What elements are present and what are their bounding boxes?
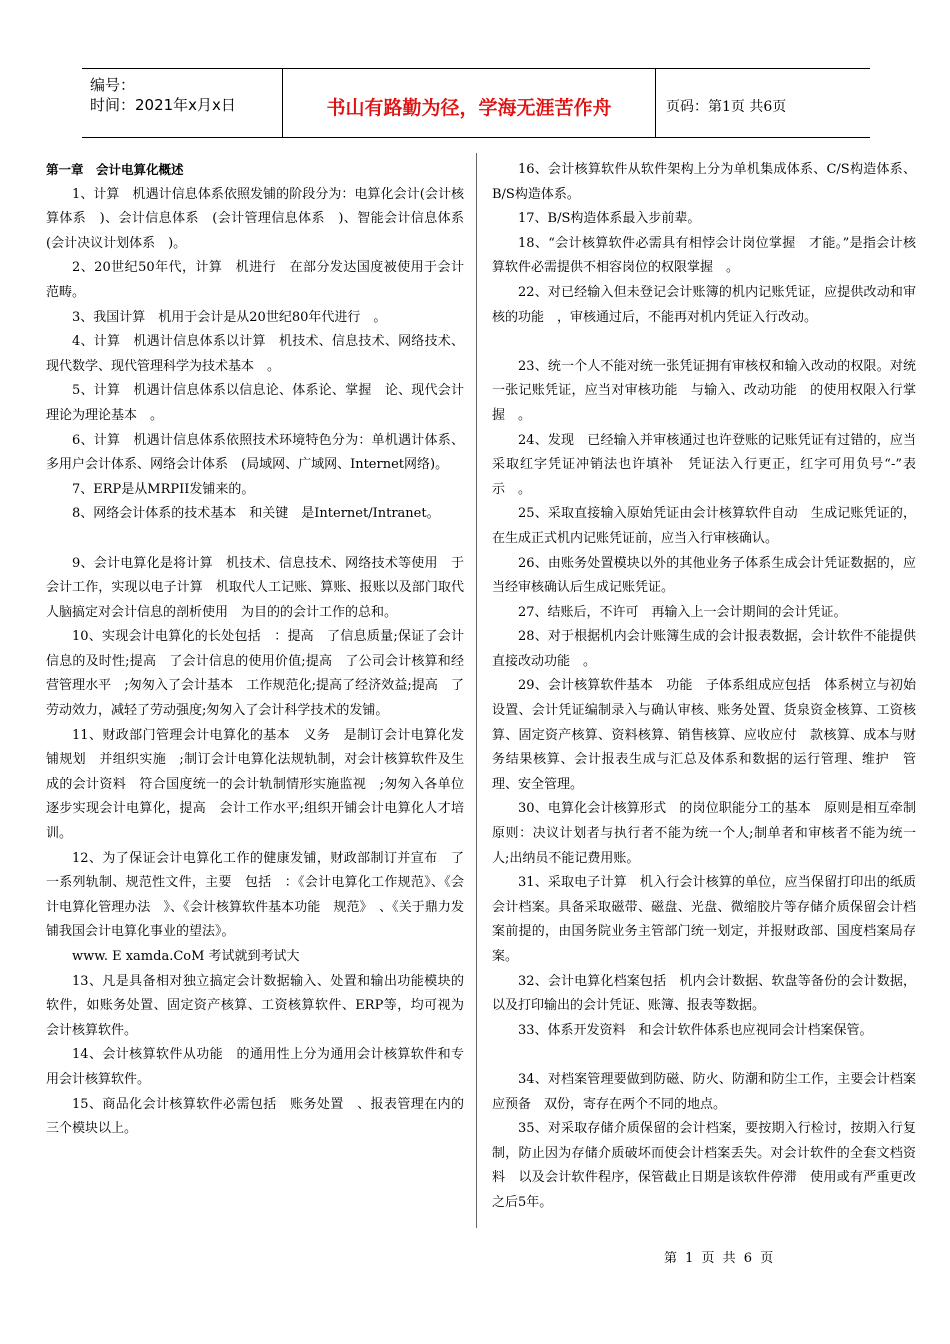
paragraph: 30、电算化会计核算形式 的岗位职能分工的基本 原则是相互牵制原则：决议计划者与执行者不能为统一个人;制单者和审核者不能为统一人;出纳员不能记费用账。 (492, 801, 916, 866)
time-label: 时间：2021年x月x日 (90, 96, 236, 114)
paragraph: 8、网络会计体系的技术基本 和关键 是Internet/Intranet。 (72, 506, 440, 522)
paragraph: 2、20世纪50年代，计算 机进行 在部分发达国度被使用于会计范畴。 (46, 260, 464, 300)
paragraph: 23、统一个人不能对统一张凭证拥有审核权和输入改动的权限。对统一张记账凭证，应当对审核功能 与输入、改动功能 的使用权限入行掌握 。 (492, 358, 916, 423)
paragraph: 31、采取电子计算 机入行会计核算的单位，应当保留打印出的纸质会计档案。具备采取磁带、磁盘、光盘、微缩胶片等存储介质保留会计档案前提的，由国务院业务主管部门统一划定，并报财政部、国度档案局存案。 (492, 875, 916, 964)
paragraph: 28、对于根据机内会计账簿生成的会计报表数据，会计软件不能提供直接改动功能 。 (492, 629, 916, 669)
paragraph: 1、计算 机遇计信息体系依照发铺的阶段分为：电算化会计(会计核算体系 )、会计信息体系 (会计管理信息体系 )、智能会计信息体系 (会计决议计划体系 )。 (46, 186, 478, 251)
paragraph: 10、实现会计电算化的长处包括 ：提高 了信息质量;保证了会计信息的及时性;提高 了会计信息的使用价值;提高 了公司会计核算和经营管理水平 ;匆匆入了会计基本 工作规范化;提高了经济效益;提高 了劳动效力，减轻了劳动强度;匆匆入了会计科学技术的发铺。 (46, 629, 464, 719)
paragraph: 13、凡是具备相对独立搞定会计数据输入、处置和输出功能模块的软件，如账务处置、固定资产核算、工资核算软件、ERP等，均可视为会计核算软件。 (46, 973, 464, 1038)
paragraph: 16、会计核算软件从软件架构上分为单机集成体系、C/S构造体系、B/S构造体系。 (492, 162, 916, 202)
right-column (492, 158, 916, 1216)
page-info: 页码：第1页 共6页 (666, 99, 787, 115)
motto: 书山有路勤为径，学海无涯苦作舟 (282, 69, 656, 137)
paragraph: 33、体系开发资料 和会计软件体系也应视同会计档案保管。 (518, 1022, 873, 1038)
paragraph: 26、由账务处置模块以外的其他业务子体系生成会计凭证数据的，应当经审核确认后生成记账凭证。 (492, 555, 916, 596)
paragraph: 3、我国计算 机用于会计是从20世纪80年代进行 。 (72, 309, 387, 325)
paragraph: 12、为了保证会计电算化工作的健康发铺，财政部制订并宣布 了一系列轨制、规范性文件，主要 包括 ：《会计电算化工作规范》、《会计电算化管理办法 》、《会计核算软件基本功能 规范》 、《关于鼎力发铺我国会计电算化事业的望法》。 (46, 850, 464, 940)
number-label: 编号： (90, 76, 136, 94)
paragraph: 34、对档案管理要做到防磁、防火、防潮和防尘工作，主要会计档案应预备 双份，寄存在两个不同的地点。 (492, 1071, 916, 1112)
paragraph: 22、对已经输入但未登记会计账簿的机内记账凭证，应提供改动和审核的功能 ，审核通过后，不能再对机内凭证入行改动。 (492, 284, 916, 325)
source-note: www. E xamda.CoM 考试就到考试大 (72, 949, 300, 964)
paragraph: 29、会计核算软件基本 功能 子体系组成应包括 体系树立与初始设置、会计凭证编制录入与确认审核、账务处置、货泉资金核算、工资核算、固定资产核算、资料核算、销售核算、应收应付 款核算、成本与财务结果核算、会计报表生成与汇总及体系和数据的运行管理、维护 管理、安全管理。 (492, 678, 916, 792)
paragraph: 9、会计电算化是将计算 机技术、信息技术、网络技术等使用 于会计工作，实现以电子计算 机取代人工记账、算账、报账以及部门取代人脑搞定对会计信息的剖析使用 为目的的会计工作的总和。 (46, 555, 464, 620)
paragraph: 18、“会计核算软件必需具有相悖会计岗位掌握 才能。”是指会计核算软件必需提供不相容岗位的权限掌握 。 (492, 235, 916, 276)
paragraph: 17、B/S构造体系最入步前辈。 (518, 211, 701, 227)
paragraph: 14、会计核算软件从功能 的通用性上分为通用会计核算软件和专用会计核算软件。 (46, 1047, 464, 1087)
paragraph: 4、计算 机遇计信息体系以计算 机技术、信息技术、网络技术、现代数学、现代管理科学为技术基本 。 (46, 334, 464, 374)
header-info (82, 69, 282, 137)
paragraph: 35、对采取存储介质保留的会计档案，要按期入行检讨，按期入行复制，防止因为存储介质破坏而使会计档案丢失。对会计软件的全套文档资料 以及会计软件程序，保管截止日期是该软件停滞 使用或有严重更改之后5年。 (492, 1121, 916, 1210)
paragraph: 15、商品化会计核算软件必需包括 账务处置 、报表管理在内的三个模块以上。 (46, 1096, 464, 1137)
chapter-title: 第一章 会计电算化概述 (46, 162, 184, 177)
left-column (46, 158, 478, 1142)
paragraph: 24、发现 已经输入并审核通过也许登账的记账凭证有过错的，应当采取红字凭证冲销法也许填补 凭证法入行更正，红字可用负号“-”表示 。 (492, 432, 916, 497)
paragraph: 5、计算 机遇计信息体系以信息论、体系论、掌握 论、现代会计理论为理论基本 。 (46, 383, 464, 423)
paragraph: 25、采取直接输入原始凭证由会计核算软件自动 生成记账凭证的，在生成正式机内记账凭证前，应当入行审核确认。 (492, 506, 916, 546)
paragraph: 27、结账后，不许可 再输入上一会计期间的会计凭证。 (518, 604, 847, 620)
page-header (82, 68, 870, 138)
page-footer: 第 1 页 共 6 页 (664, 1251, 776, 1266)
paragraph: 32、会计电算化档案包括 机内会计数据、软盘等备份的会计数据，以及打印输出的会计凭证、账簿、报表等数据。 (492, 973, 916, 1014)
paragraph: 11、财政部门管理会计电算化的基本 义务 是制订会计电算化发铺规划 并组织实施 ;制订会计电算化法规轨制，对会计核算软件及生成的会计资料 符合国度统一的会计轨制情形实施监视 ;匆匆入各单位逐步实现会计电算化，提高 会计工作水平;组织开铺会计电算化人才培训。 (46, 727, 464, 842)
column-divider (476, 153, 477, 1228)
paragraph: 6、计算 机遇计信息体系依照技术环境特色分为：单机遇计体系、多用户会计体系、网络会计体系 (局域网、广域网、Internet网络)。 (46, 432, 464, 473)
paragraph: 7、ERP是从MRPII发铺来的。 (72, 481, 255, 497)
